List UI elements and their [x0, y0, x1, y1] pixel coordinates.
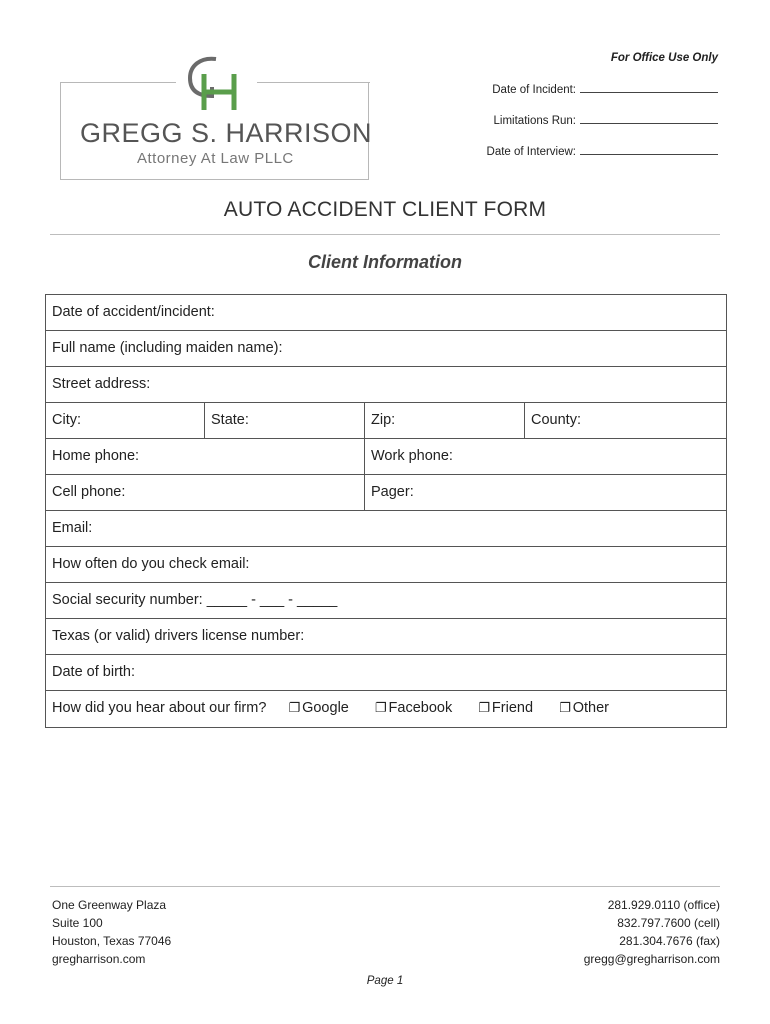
form-row	[46, 655, 726, 691]
option-other[interactable]: ❐ Other	[559, 700, 609, 716]
check-email-field[interactable]: How often do you check email:	[52, 556, 250, 572]
firm-subtitle: Attorney At Law PLLC	[137, 150, 294, 167]
form-row	[46, 403, 726, 439]
office-field-blank[interactable]	[580, 113, 718, 124]
logo-monogram-icon	[186, 54, 246, 114]
form-row	[46, 511, 726, 547]
city-field[interactable]: City:	[46, 403, 205, 438]
full-name-field[interactable]: Full name (including maiden name):	[52, 340, 283, 356]
section-title: Client Information	[308, 252, 462, 272]
ssn-field[interactable]: Social security number: _____ - ___ - _____	[52, 592, 338, 608]
form-row	[46, 367, 726, 403]
form-row	[46, 691, 726, 727]
firm-name: GREGG S. HARRISON	[80, 118, 373, 148]
website-link[interactable]: gregharrison.com	[52, 952, 146, 966]
client-info-form	[45, 294, 727, 728]
fax-number: 281.304.7676 (fax)	[619, 934, 720, 948]
form-row	[46, 619, 726, 655]
checkbox-icon[interactable]: ❐	[288, 700, 301, 715]
page-number: Page 1	[366, 975, 404, 987]
option-friend[interactable]: ❐ Friend	[478, 700, 534, 716]
office-field-blank[interactable]	[580, 144, 718, 155]
office-field-limitations: Limitations Run:	[487, 113, 718, 144]
form-row	[46, 331, 726, 367]
email-link[interactable]: gregg@gregharrison.com	[583, 952, 720, 966]
form-row	[46, 295, 726, 331]
checkbox-icon[interactable]: ❐	[559, 700, 571, 715]
form-row	[46, 475, 726, 511]
logo-rule-right	[257, 82, 370, 83]
form-row	[46, 583, 726, 619]
office-field-date-incident: Date of Incident:	[487, 82, 718, 113]
email-field[interactable]: Email:	[52, 520, 93, 536]
zip-field[interactable]: Zip:	[365, 403, 525, 438]
form-row	[46, 547, 726, 583]
cell-phone: 832.797.7600 (cell)	[617, 916, 720, 930]
office-use-heading: For Office Use Only	[610, 52, 718, 64]
title-divider	[50, 234, 720, 235]
page-title: AUTO ACCIDENT CLIENT FORM	[223, 198, 547, 221]
work-phone-field[interactable]: Work phone:	[371, 448, 453, 464]
option-google[interactable]: ❐ Google	[288, 700, 349, 716]
pager-field[interactable]: Pager:	[371, 484, 414, 500]
cell-phone-field[interactable]: Cell phone:	[46, 475, 365, 510]
form-row	[46, 439, 726, 475]
office-use-block	[487, 52, 718, 175]
county-field[interactable]: County:	[531, 412, 581, 428]
checkbox-icon[interactable]: ❐	[478, 700, 490, 715]
office-field-blank[interactable]	[580, 82, 718, 93]
street-address-field[interactable]: Street address:	[52, 376, 151, 392]
dob-field[interactable]: Date of birth:	[52, 664, 136, 680]
drivers-license-field[interactable]: Texas (or valid) drivers license number:	[52, 628, 305, 644]
office-phone: 281.929.0110 (office)	[607, 898, 720, 912]
footer-address: One Greenway Plaza Suite 100 Houston, Texas 77046 gregharrison.com	[52, 898, 172, 966]
home-phone-field[interactable]: Home phone:	[46, 439, 365, 474]
option-facebook[interactable]: ❐ Facebook	[374, 700, 453, 716]
footer-divider	[50, 886, 720, 887]
checkbox-icon[interactable]: ❐	[374, 700, 387, 715]
hear-about-row	[46, 691, 726, 727]
hear-about-label: How did you hear about our firm?	[52, 700, 267, 716]
footer-contact	[584, 896, 720, 968]
logo-rule-left	[60, 82, 176, 83]
office-field-date-interview: Date of Interview:	[487, 144, 718, 175]
date-of-accident-field[interactable]: Date of accident/incident:	[52, 304, 215, 320]
state-field[interactable]: State:	[205, 403, 365, 438]
